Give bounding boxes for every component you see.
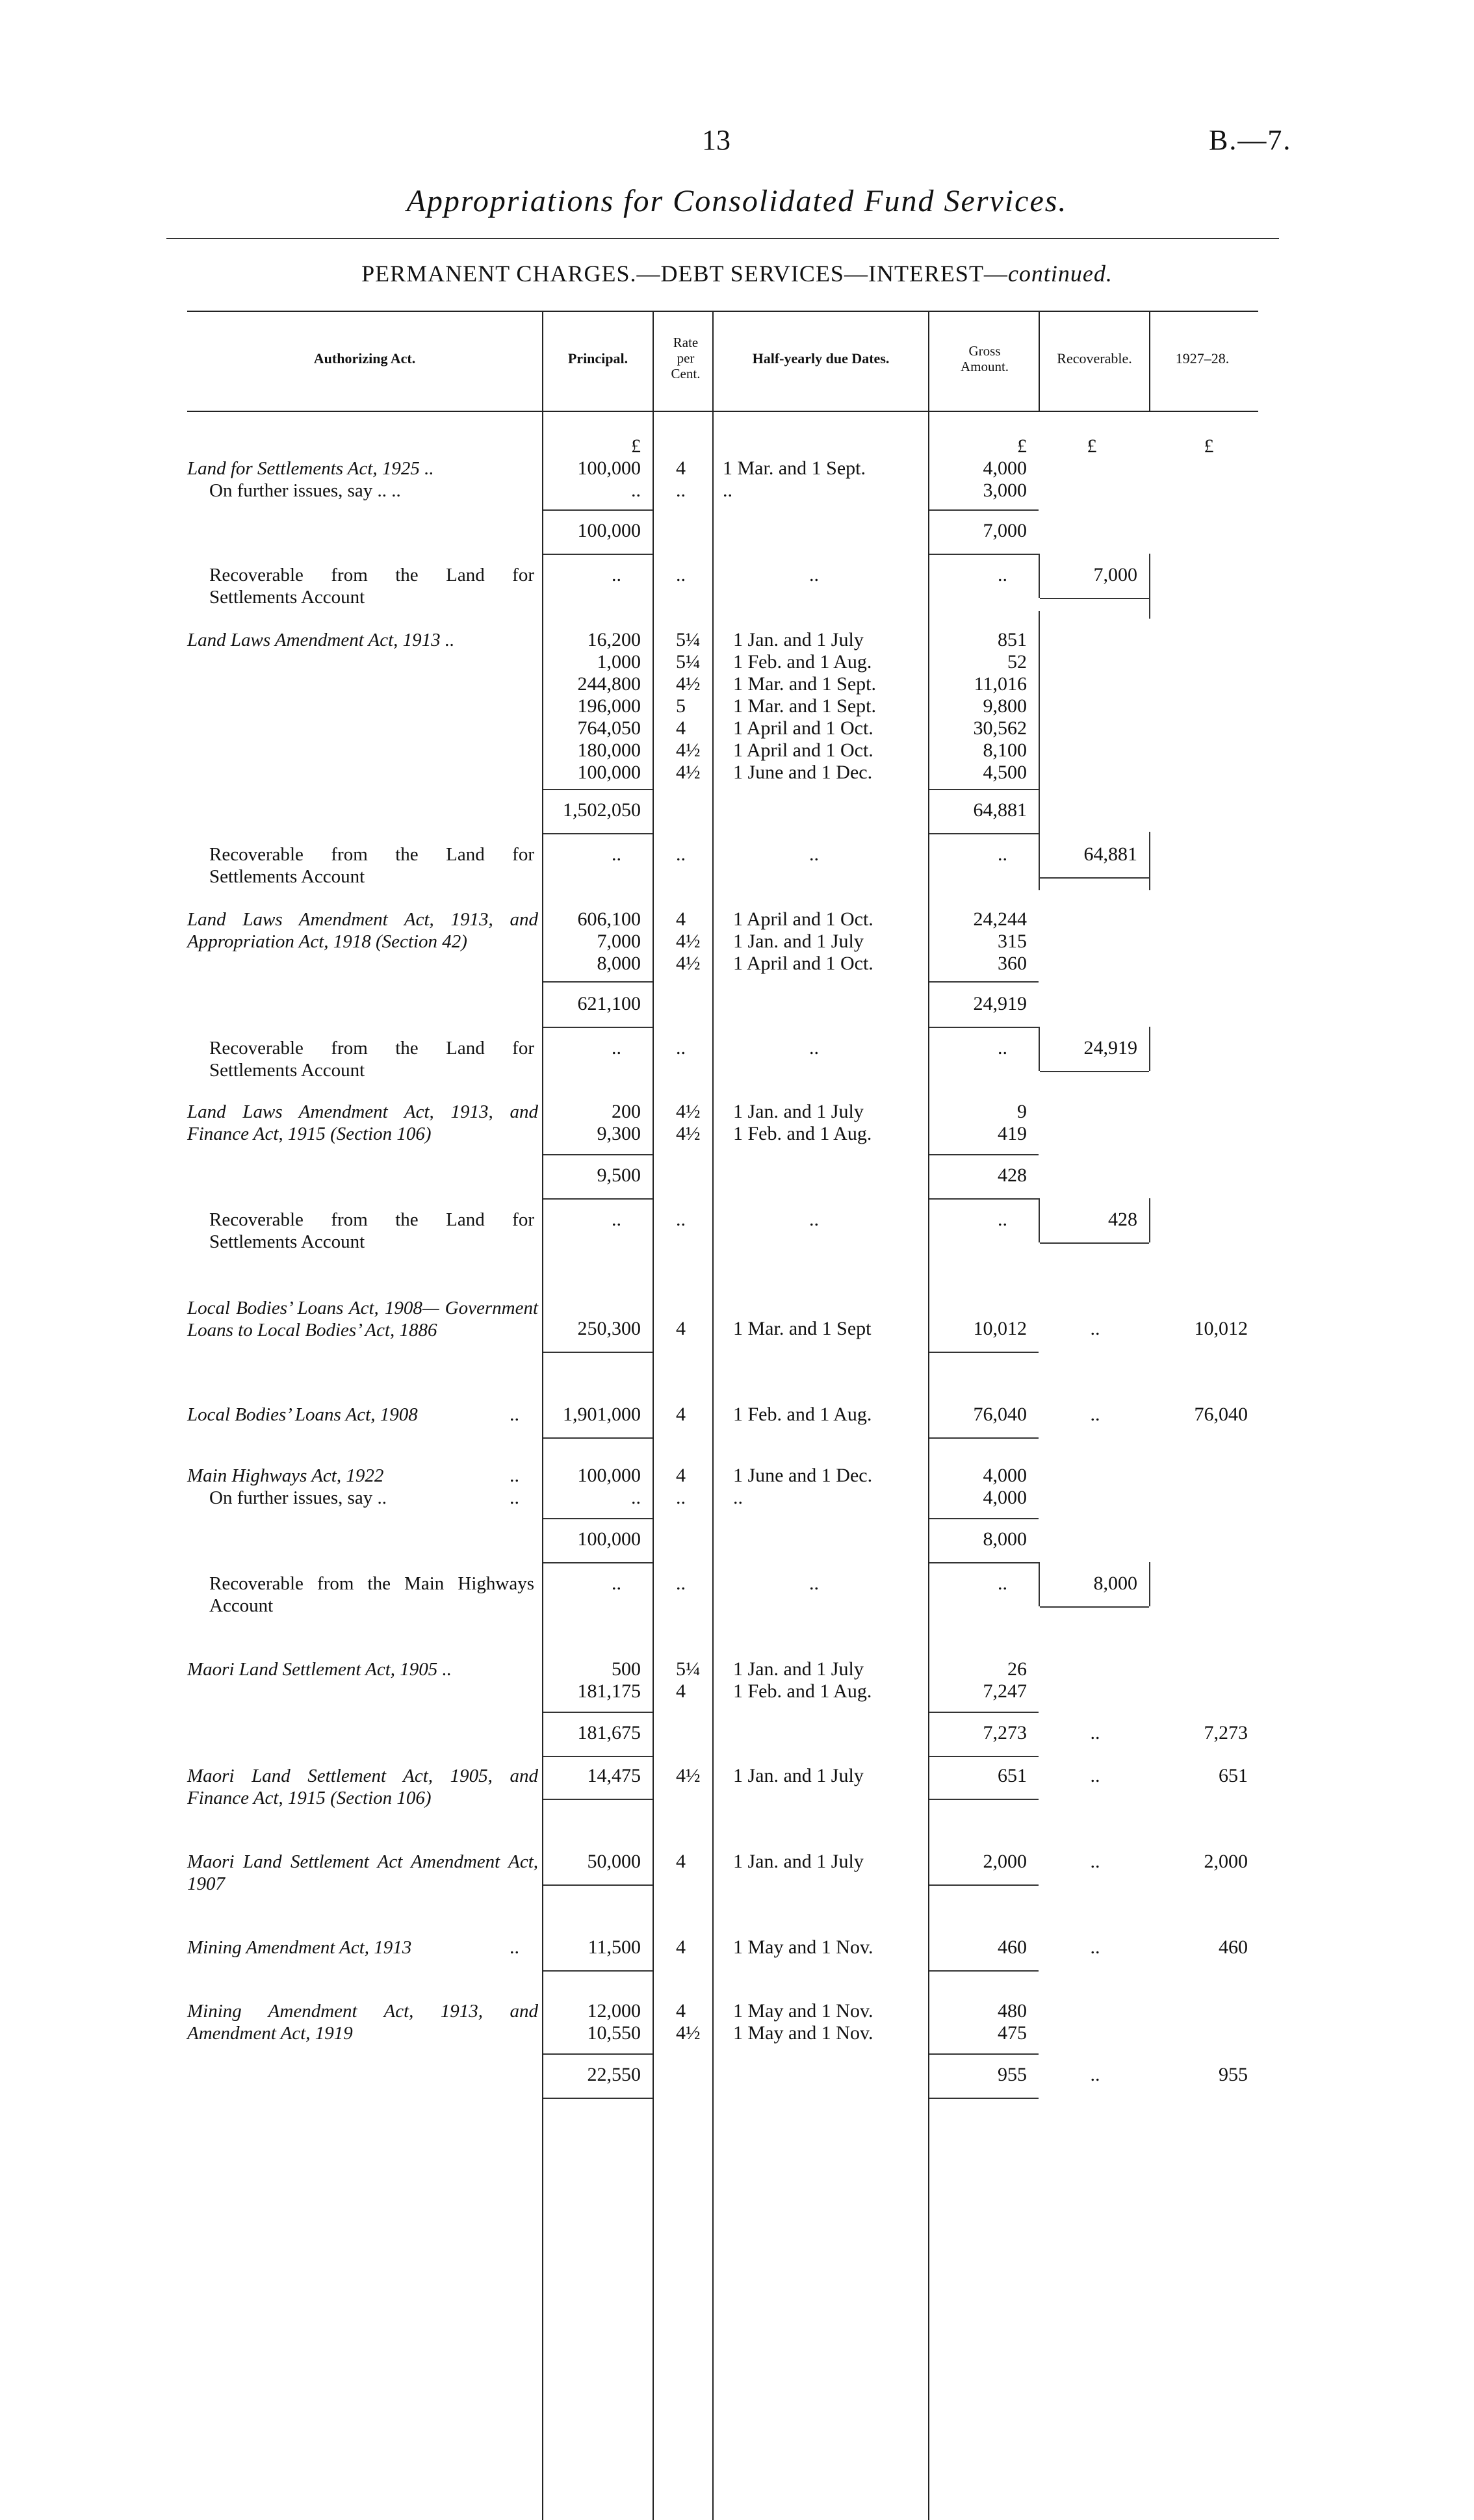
act-main-highways-1922: Main Highways Act, 1922 <box>187 1465 384 1486</box>
mls1905-principal-rule2 <box>543 1756 653 1757</box>
lla1918-dates: 1 April and 1 Oct. 1 Jan. and 1 July 1 April and 1 Oct. <box>733 908 873 974</box>
lfs1925-gross: 4,000 3,000 <box>983 457 1027 501</box>
lla1915-dates-dots: .. <box>809 1209 819 1230</box>
mls1905-gross: 26 7,247 <box>983 1658 1027 1702</box>
lla1913-principal-dots: .. <box>612 843 621 865</box>
lbl1908-year: 76,040 <box>1194 1404 1248 1425</box>
lla1918-rate: 4 4½ 4½ <box>676 908 701 974</box>
ma1919-principal-total: 22,550 <box>587 2064 641 2085</box>
mh1922-gross-rule <box>929 1518 1039 1519</box>
lfs1925-gross-rule2 <box>929 554 1039 555</box>
lla1913-principal-rule <box>543 789 653 790</box>
lla1913-gross-total: 64,881 <box>973 799 1027 821</box>
mls1905-dates: 1 Jan. and 1 July 1 Feb. and 1 Aug. <box>733 1658 872 1702</box>
lla1915-gross-rule2 <box>929 1198 1039 1200</box>
mlsa1907-recoverable: .. <box>1090 1851 1100 1872</box>
mh1922-rec-rule <box>1040 1606 1149 1608</box>
lla1913-dates-dots: .. <box>809 843 819 865</box>
header-principal: Principal. <box>567 350 628 366</box>
lla1915-rec-rule <box>1040 1242 1149 1244</box>
lla1913-principal: 16,200 1,000 244,800 196,000 764,050 180,000 100,000 <box>577 629 641 783</box>
mh1922-dates: 1 June and 1 Dec. .. <box>733 1465 873 1508</box>
ma1919-year: 955 <box>1219 2064 1248 2085</box>
lbl1908-leader: .. <box>510 1404 519 1425</box>
lla1918-gross-rule2 <box>929 1027 1039 1028</box>
mlsa1907-principal: 50,000 <box>587 1851 641 1872</box>
lla1915-rate-dots: .. <box>676 1209 686 1230</box>
lfs1925-rate: 4 .. <box>676 457 686 501</box>
lla1915-recoverable-label: Recoverable from the Land for Settlements Account <box>209 1209 534 1252</box>
mls1905-rate: 5¼ 4 <box>676 1658 701 1702</box>
ma1913-leader: .. <box>510 1936 519 1958</box>
mh1922-recoverable-label: Recoverable from the Main Highways Account <box>209 1573 534 1616</box>
mls1905-gross-rule2 <box>929 1756 1039 1757</box>
lla1915-gross-total: 428 <box>998 1164 1027 1186</box>
lla1915-principal-rule2 <box>543 1198 653 1200</box>
lbl1886-principal-rule <box>543 1352 653 1353</box>
lbl1908-principal-rule <box>543 1437 653 1439</box>
mh1922-gross-rule2 <box>929 1562 1039 1563</box>
lbl1886-rate: 4 <box>676 1318 686 1339</box>
ma1913-year: 460 <box>1219 1936 1248 1958</box>
year-currency: £ <box>1204 435 1214 457</box>
lla1915-principal-dots: .. <box>612 1209 621 1230</box>
mls1905-principal: 500 181,175 <box>577 1658 641 1702</box>
lla1915-gross-rule <box>929 1154 1039 1155</box>
lla1913-gross: 851 52 11,016 9,800 30,562 8,100 4,500 <box>973 629 1027 783</box>
ma1913-dates: 1 May and 1 Nov. <box>733 1936 873 1958</box>
lla1913-recoverable-label: Recoverable from the Land for Settlements Account <box>209 844 534 887</box>
act-mining-amendment-1913: Mining Amendment Act, 1913 <box>187 1937 412 1958</box>
lbl1886-principal: 250,300 <box>577 1318 641 1339</box>
header-year: 1927–28. <box>1175 350 1230 366</box>
mh1922-rec-divider-right <box>1149 1562 1150 1606</box>
lla1913-rate: 5¼ 5¼ 4½ 5 4 4½ 4½ <box>676 629 701 783</box>
lfs1925-principal-rule2 <box>543 554 653 555</box>
lla1918-rec-rule <box>1040 1071 1149 1072</box>
lla1918-principal-rule <box>543 981 653 983</box>
mh1922-recoverable: 8,000 <box>1093 1573 1137 1594</box>
lla1915-rec-divider-right <box>1149 1198 1150 1242</box>
ma1919-gross-rule2 <box>929 2098 1039 2099</box>
mls1905-principal-rule <box>543 1712 653 1713</box>
mh1922-dates-dots: .. <box>809 1573 819 1594</box>
act-further-issues: On further issues, say .. .. <box>209 480 401 501</box>
header-rate: Rate per Cent. <box>671 335 701 381</box>
lla1918-gross-dots: .. <box>998 1037 1007 1059</box>
page-reference: B.—7. <box>1209 124 1292 156</box>
section-subtitle <box>0 260 1474 287</box>
mh1922-rate-dots: .. <box>676 1573 686 1594</box>
lfs1925-principal: 100,000 .. <box>577 457 641 501</box>
lla1913-rec-rule <box>1040 877 1149 879</box>
lla1913-recoverable: 64,881 <box>1083 843 1137 865</box>
lla1915-rate: 4½ 4½ <box>676 1101 701 1144</box>
ma1919-principal-rule2 <box>543 2098 653 2099</box>
mh1922-principal-total: 100,000 <box>577 1528 641 1550</box>
mh1922-rate: 4 .. <box>676 1465 686 1508</box>
act-land-laws-appropriation-1918: Land Laws Amendment Act, 1913, and Appropriation Act, 1918 (Section 42) <box>187 909 538 952</box>
mh1922-rec-divider <box>1039 1562 1040 1606</box>
header-gross: Gross Amount. <box>960 343 1009 374</box>
lbl1908-recoverable: .. <box>1090 1404 1100 1425</box>
lfs1925-gross-rule <box>929 509 1039 511</box>
lla1918-principal-total: 621,100 <box>577 993 641 1014</box>
mh1922-further-issues: On further issues, say .. <box>209 1487 387 1508</box>
ma1913-principal: 11,500 <box>588 1936 641 1958</box>
table-top-rule <box>187 311 1258 312</box>
act-maori-land-1905: Maori Land Settlement Act, 1905 .. <box>187 1659 452 1680</box>
lla1913-rate-dots: .. <box>676 843 686 865</box>
mlsa1907-dates: 1 Jan. and 1 July <box>733 1851 864 1872</box>
ma1919-gross-rule <box>929 2053 1039 2055</box>
lla1918-principal: 606,100 7,000 8,000 <box>577 908 641 974</box>
lbl1908-principal: 1,901,000 <box>563 1404 641 1425</box>
lla1915-principal-rule <box>543 1154 653 1155</box>
lla1915-recoverable: 428 <box>1108 1209 1137 1230</box>
lfs1925-principal-rule <box>543 509 653 511</box>
lbl1886-gross: 10,012 <box>973 1318 1027 1339</box>
lfs1925-principal-dots: .. <box>612 564 621 585</box>
subtitle-main: PERMANENT CHARGES.—DEBT SERVICES—INTEREST— <box>361 261 1008 287</box>
lla1918-rec-divider <box>1039 1027 1040 1071</box>
mh1922-gross-total: 8,000 <box>983 1528 1027 1550</box>
gross-currency: £ <box>1017 435 1027 457</box>
act-local-bodies-1886: Local Bodies’ Loans Act, 1908— Government Loans to Local Bodies’ Act, 1886 <box>187 1298 538 1341</box>
mls1915-recoverable: .. <box>1090 1765 1100 1786</box>
lbl1886-gross-rule <box>929 1352 1039 1353</box>
recoverable-currency: £ <box>1087 435 1097 457</box>
mls1915-gross: 651 <box>998 1765 1027 1786</box>
lfs1925-recoverable: 7,000 <box>1093 564 1137 585</box>
mls1905-gross-rule <box>929 1712 1039 1713</box>
ma1919-dates: 1 May and 1 Nov. 1 May and 1 Nov. <box>733 2000 873 2044</box>
principal-currency: £ <box>631 435 641 457</box>
col-divider-rate <box>653 311 654 2520</box>
lla1918-recoverable: 24,919 <box>1083 1037 1137 1059</box>
lla1918-dates-dots: .. <box>809 1037 819 1059</box>
lla1915-dates: 1 Jan. and 1 July 1 Feb. and 1 Aug. <box>733 1101 872 1144</box>
act-land-laws-1913: Land Laws Amendment Act, 1913 .. <box>187 630 455 650</box>
act-maori-land-finance-1915: Maori Land Settlement Act, 1905, and Finance Act, 1915 (Section 106) <box>187 1766 538 1808</box>
lla1918-gross-total: 24,919 <box>973 993 1027 1014</box>
lfs1925-rec-rule <box>1040 598 1149 599</box>
lla1915-gross-dots: .. <box>998 1209 1007 1230</box>
act-land-for-settlements-1925: Land for Settlements Act, 1925 .. <box>187 458 434 479</box>
mh1922-leader2: .. <box>510 1487 519 1508</box>
act-mining-amendment-1919: Mining Amendment Act, 1913, and Amendment Act, 1919 <box>187 2001 538 2044</box>
lla1913-gross-rule <box>929 789 1039 790</box>
mh1922-principal: 100,000 .. <box>577 1465 641 1508</box>
lfs1925-dates: 1 Mar. and 1 Sept. .. <box>723 457 866 501</box>
lla1918-gross-rule <box>929 981 1039 983</box>
header-recoverable: Recoverable. <box>1057 350 1132 366</box>
lla1913-principal-rule2 <box>543 833 653 834</box>
lbl1908-gross-rule <box>929 1437 1039 1439</box>
mlsa1907-gross-rule <box>929 1884 1039 1886</box>
mls1905-gross-total: 7,273 <box>983 1722 1027 1743</box>
mls1905-principal-total: 181,675 <box>577 1722 641 1743</box>
mls1915-rate: 4½ <box>676 1765 701 1786</box>
lfs1925-rec-divider-right <box>1149 554 1150 619</box>
lla1918-principal-dots: .. <box>612 1037 621 1059</box>
mh1922-gross-dots: .. <box>998 1573 1007 1594</box>
mh1922-principal-rule2 <box>543 1562 653 1563</box>
mlsa1907-principal-rule <box>543 1884 653 1886</box>
lla1913-gross-dots: .. <box>998 843 1007 865</box>
lla1913-gross-rule2 <box>929 833 1039 834</box>
ma1913-rate: 4 <box>676 1936 686 1958</box>
lla1918-principal-rule2 <box>543 1027 653 1028</box>
mh1922-leader: .. <box>510 1465 519 1486</box>
page-title: Appropriations for Consolidated Fund Services. <box>406 184 1068 218</box>
lbl1908-gross: 76,040 <box>973 1404 1027 1425</box>
mls1915-dates: 1 Jan. and 1 July <box>733 1765 864 1786</box>
mh1922-gross: 4,000 4,000 <box>983 1465 1027 1508</box>
lla1913-principal-total: 1,502,050 <box>563 799 641 821</box>
lbl1886-dates: 1 Mar. and 1 Sept <box>733 1318 872 1339</box>
lla1918-recoverable-label: Recoverable from the Land for Settlements Account <box>209 1038 534 1081</box>
ma1913-gross-rule <box>929 1970 1039 1972</box>
lla1918-gross: 24,244 315 360 <box>973 908 1027 974</box>
mls1905-year: 7,273 <box>1204 1722 1248 1743</box>
ma1919-principal-rule <box>543 2053 653 2055</box>
lla1915-principal-total: 9,500 <box>597 1164 641 1186</box>
lfs1925-dates-dots: .. <box>809 564 819 585</box>
lla1913-dates: 1 Jan. and 1 July 1 Feb. and 1 Aug. 1 Mar. and 1 Sept. 1 Mar. and 1 Sept. 1 April and 1 Oct. 1 April and 1 Oct. 1 June and 1 Dec. <box>733 629 876 783</box>
subtitle-continued: continued. <box>1007 261 1113 287</box>
lbl1886-year: 10,012 <box>1194 1318 1248 1339</box>
lla1915-principal: 200 9,300 <box>597 1101 641 1144</box>
ma1913-principal-rule <box>543 1970 653 1972</box>
act-local-bodies-1908: Local Bodies’ Loans Act, 1908 <box>187 1404 418 1425</box>
header-dates: Half-yearly due Dates. <box>752 350 890 366</box>
act-land-laws-finance-1915: Land Laws Amendment Act, 1913, and Finance Act, 1915 (Section 106) <box>187 1101 538 1144</box>
lla1913-rec-divider-right <box>1149 832 1150 890</box>
lla1915-rec-divider <box>1039 1198 1040 1242</box>
lfs1925-gross-total: 7,000 <box>983 520 1027 541</box>
mls1905-recoverable: .. <box>1090 1722 1100 1743</box>
lbl1908-rate: 4 <box>676 1404 686 1425</box>
title-rule <box>166 238 1279 239</box>
col-divider-rate-end <box>712 311 714 2520</box>
mls1915-year: 651 <box>1219 1765 1248 1786</box>
lfs1925-gross-dots: .. <box>998 564 1007 585</box>
lfs1925-rate-dots: .. <box>676 564 686 585</box>
mh1922-principal-dots: .. <box>612 1573 621 1594</box>
page-number: 13 <box>702 124 731 156</box>
lla1918-rec-divider-right <box>1149 1027 1150 1071</box>
lfs1925-recoverable-label: Recoverable from the Land for Settlements Account <box>209 565 534 608</box>
mlsa1907-rate: 4 <box>676 1851 686 1872</box>
lbl1886-recoverable: .. <box>1090 1318 1100 1339</box>
lfs1925-principal-total: 100,000 <box>577 520 641 541</box>
ma1919-principal: 12,000 10,550 <box>587 2000 641 2044</box>
lfs1925-rec-divider <box>1039 554 1040 598</box>
table-header-rule <box>187 411 1258 412</box>
lla1918-rate-dots: .. <box>676 1037 686 1059</box>
mlsa1907-gross: 2,000 <box>983 1851 1027 1872</box>
mls1915-principal: 14,475 <box>587 1765 641 1786</box>
ma1919-gross: 480 475 <box>998 2000 1027 2044</box>
mls1915-principal-rule <box>543 1799 653 1800</box>
mh1922-principal-rule <box>543 1518 653 1519</box>
mls1915-gross-rule <box>929 1799 1039 1800</box>
header-act: Authorizing Act. <box>313 350 416 366</box>
ma1919-recoverable: .. <box>1090 2064 1100 2085</box>
act-maori-land-amendment-1907: Maori Land Settlement Act Amendment Act, 1907 <box>187 1851 538 1894</box>
lbl1908-dates: 1 Feb. and 1 Aug. <box>733 1404 872 1425</box>
lla1915-gross: 9 419 <box>998 1101 1027 1144</box>
ma1919-gross-total: 955 <box>998 2064 1027 2085</box>
ma1913-gross: 460 <box>998 1936 1027 1958</box>
ma1913-recoverable: .. <box>1090 1936 1100 1958</box>
mlsa1907-year: 2,000 <box>1204 1851 1248 1872</box>
ma1919-rate: 4 4½ <box>676 2000 701 2044</box>
